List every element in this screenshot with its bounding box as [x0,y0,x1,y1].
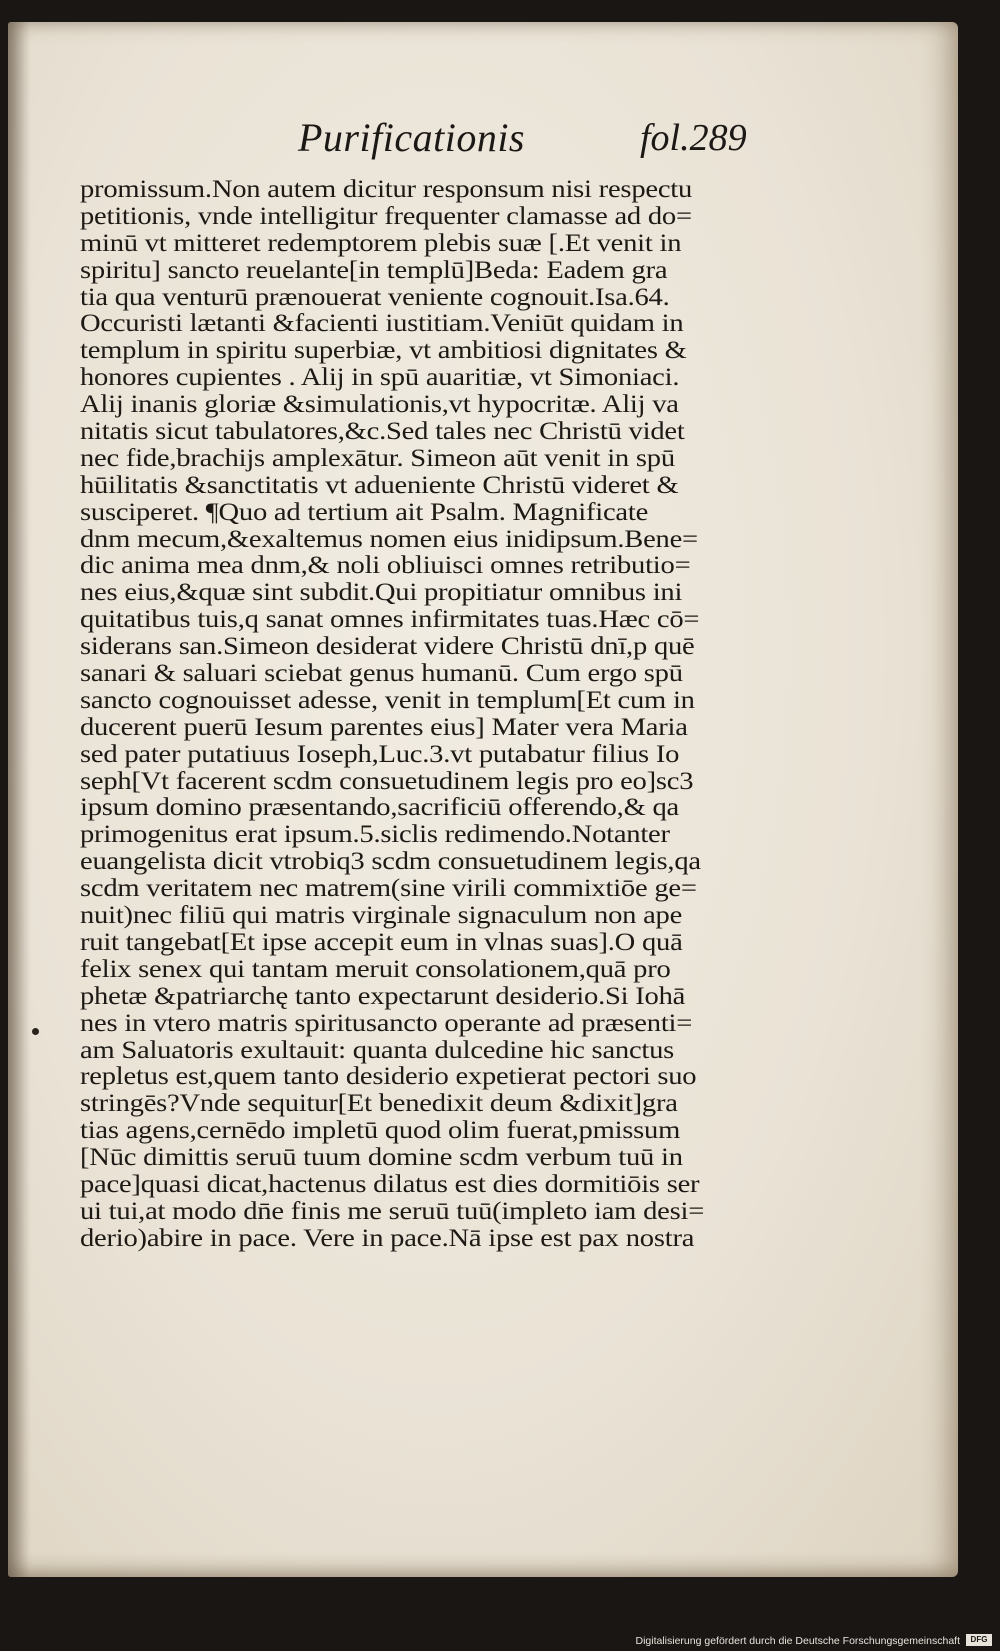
text-line: [Nūc dimittis seruū tuum domine scdm verbum tuū in [80,1142,683,1172]
running-head: Purificationis [298,115,525,160]
page-header [8,114,958,174]
text-line: derio)abire in pace. Vere in pace.Nā ipse est pax nostra [80,1222,695,1252]
dfg-logo: DFG [966,1634,992,1646]
book-page [8,22,958,1577]
page-gutter-shadow [8,22,30,1577]
text-line: dnm mecum,&exaltemus nomen eius inidipsum.Bene= [80,523,698,553]
text-line: promissum.Non autem dicitur responsum nisi respectu [80,174,693,203]
text-line: primogenitus erat ipsum.5.siclis redimendo.Notanter [80,819,670,849]
text-line: nitatis sicut tabulatores,&c.Sed tales nec Christū videt [80,416,685,446]
text-line: sed pater putatiuus Ioseph,Luc.3.vt putabatur filius Io [80,738,680,768]
text-line: phetæ &patriarchę tanto expectarunt desiderio.Si Iohā [80,980,686,1010]
text-line: ducerent puerū Iesum parentes eius] Mater vera Maria [80,711,688,741]
text-line: tias agens,cernēdo impletū quod olim fuerat,pmissum [80,1115,681,1145]
text-line: petitionis, vnde intelligitur frequenter clamasse ad do= [80,200,692,230]
text-line: scdm veritatem nec matrem(sine virili commixtiōe ge= [80,873,697,903]
text-line: ui tui,at modo dn̄e finis me seruū tuū(impleto iam desi= [80,1195,705,1225]
text-line: tia qua venturū prænouerat veniente cognouit.Isa.64. [80,281,670,311]
body-text [80,176,760,1252]
text-line: seph[Vt facerent scdm consuetudinem legis pro eo]sc3 [80,765,694,795]
text-line: pace]quasi dicat,hactenus dilatus est dies dormitiōis ser [80,1168,700,1198]
text-line: repletus est,quem tanto desiderio expetierat pectori suo [80,1061,697,1091]
text-line: sancto cognouisset adesse, venit in templum[Et cum in [80,684,695,714]
text-line: sanari & saluari sciebat genus humanū. Cum ergo spū [80,658,683,688]
text-line: nes eius,&quæ sint subdit.Qui propitiatur omnibus ini [80,577,683,607]
text-line: Occuristi lætanti &facienti iustitiam.Veniūt quidam in [80,308,684,338]
text-line: felix senex qui tantam meruit consolationem,quā pro [80,953,671,983]
folio-number: fol.289 [640,117,747,159]
text-line: dic anima mea dnm,& noli obliuisci omnes retributio= [80,550,691,580]
margin-mark [32,1028,39,1035]
text-line: nec fide,brachijs amplexātur. Simeon aūt venit in spū [80,442,675,472]
text-line: hūilitatis &sanctitatis vt adueniente Christū videret & [80,469,679,499]
text-line: nuit)nec filiū qui matris virginale signaculum non ape [80,900,683,930]
text-line: honores cupientes . Alij in spū auaritiæ, vt Simoniaci. [80,362,680,392]
text-line: stringēs?Vnde sequitur[Et benedixit deum &dixit]gra [80,1088,678,1118]
text-line: siderans san.Simeon desiderat videre Christū dnī,p quē [80,631,695,661]
text-line: nes in vtero matris spiritusancto operante ad præsenti= [80,1007,693,1037]
text-line: susciperet. ¶Quo ad tertium ait Psalm. Magnificate [80,496,649,526]
digitization-credit: Digitalisierung gefördert durch die Deutsche Forschungsgemeinschaft [635,1635,960,1647]
text-line: Alij inanis gloriæ &simulationis,vt hypocritæ. Alij va [80,389,679,419]
text-line: am Saluatoris exultauit: quanta dulcedine hic sanctus [80,1034,675,1064]
text-line: euangelista dicit vtrobiq3 scdm consuetudinem legis,qa [80,846,701,876]
text-line: ipsum domino præsentando,sacrificiū offerendo,& qa [80,792,680,822]
text-line: minū vt mitteret redemptorem plebis suæ [.Et venit in [80,227,682,257]
text-line: templum in spiritu superbiæ, vt ambitiosi dignitates & [80,335,687,365]
text-line: spiritu] sancto reuelante[in templū]Beda: Eadem gra [80,254,668,284]
text-line: quitatibus tuis,q sanat omnes infirmitates tuas.Hæc cō= [80,604,700,634]
text-line: ruit tangebat[Et ipse accepit eum in vlnas suas].O quā [80,926,683,956]
